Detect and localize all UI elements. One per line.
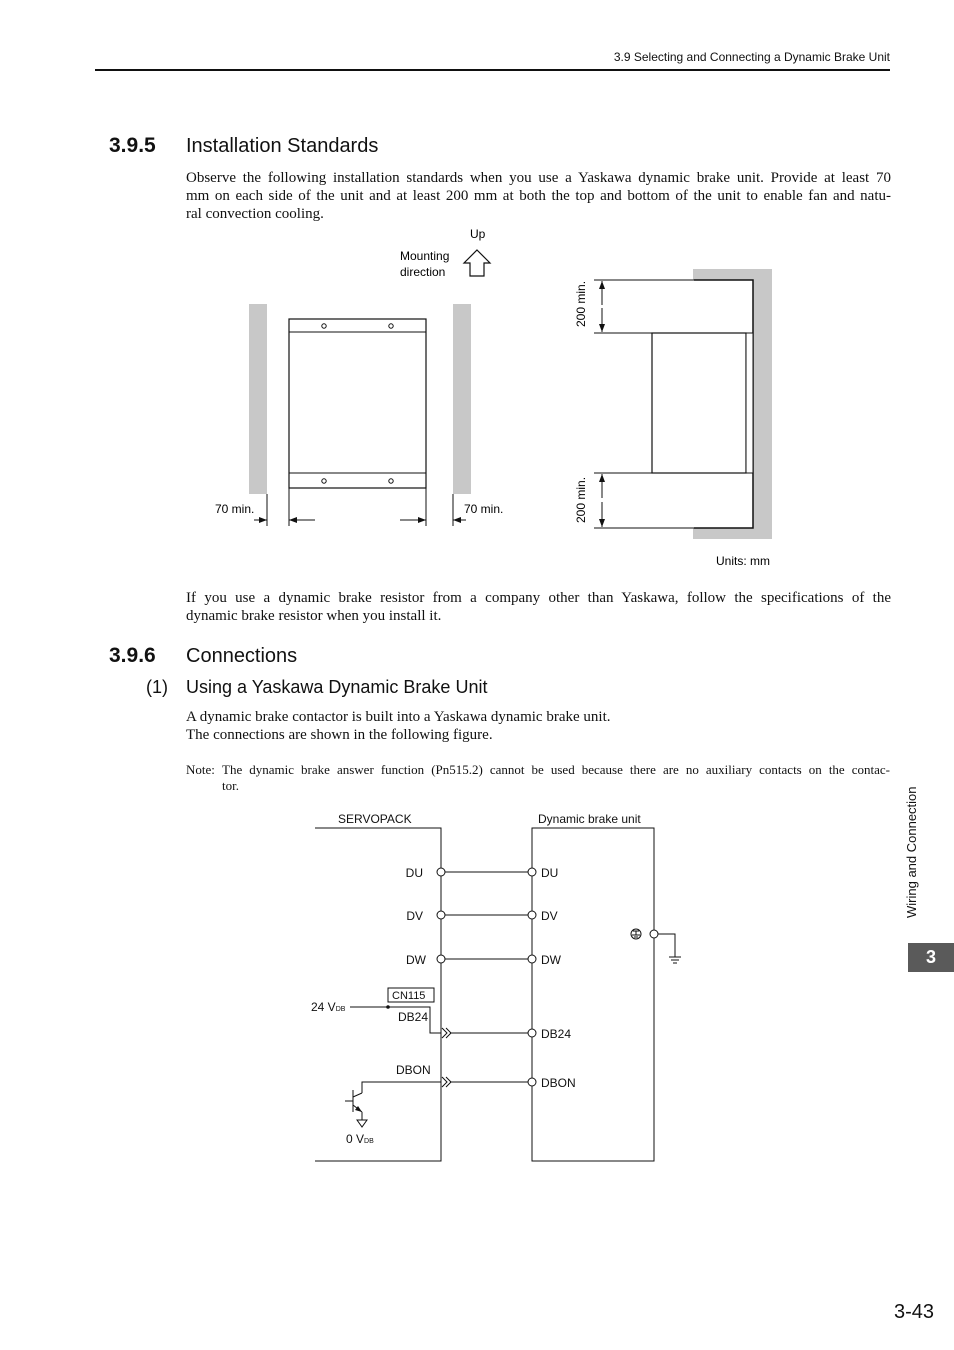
- subsection-number: (1): [146, 677, 168, 697]
- left-terminal-dv: DV: [406, 909, 423, 923]
- mounting-label-1: Mounting: [400, 249, 450, 263]
- paragraph-line: dynamic brake resistor when you install it.: [186, 608, 442, 624]
- right-terminal-dw: DW: [541, 953, 561, 967]
- section-number-395: 3.9.5: [109, 134, 156, 157]
- terminal-icon: [437, 868, 445, 876]
- paragraph-line: mm on each side of the unit and at least 200 mm at both the top and bottom of the unit to enable fan and natu-: [186, 188, 891, 204]
- transistor-collector: [353, 1093, 362, 1097]
- paragraph-line: A dynamic brake contactor is built into a Yaskawa dynamic brake unit.: [186, 709, 611, 725]
- bottom-clearance-label: 200 min.: [574, 476, 588, 523]
- right-clearance-label: 70 min.: [464, 502, 504, 516]
- page-number: 3-43: [894, 1301, 935, 1323]
- connector-pin-icon: [442, 1077, 447, 1087]
- up-label: Up: [470, 227, 486, 241]
- paragraph-line: The connections are shown in the following figure.: [186, 727, 493, 743]
- terminal-icon: [437, 911, 445, 919]
- terminal-icon: [650, 930, 658, 938]
- right-terminal-dbon: DBON: [541, 1076, 576, 1090]
- left-terminal-dw: DW: [406, 953, 426, 967]
- right-terminal-du: DU: [541, 866, 559, 880]
- paragraph-line: ral convection cooling.: [186, 206, 324, 222]
- connector-pin-icon: [442, 1028, 447, 1038]
- dbon-internal-wire: [362, 1082, 441, 1093]
- v0-sub: DB: [364, 1138, 374, 1145]
- v24-main: 24 V: [311, 1000, 336, 1014]
- servopack-label: SERVOPACK: [338, 812, 412, 826]
- ground-wire: [658, 934, 675, 957]
- note-line: tor.: [222, 778, 239, 793]
- right-terminal-db24: DB24: [541, 1027, 572, 1041]
- section-title-395: Installation Standards: [186, 135, 379, 157]
- left-clearance-label: 70 min.: [215, 502, 255, 516]
- units-label: Units: mm: [716, 554, 770, 568]
- terminal-icon: [528, 955, 536, 963]
- section-number-396: 3.9.6: [109, 644, 156, 667]
- chapter-tab-label: Wiring and Connection: [904, 786, 919, 918]
- dbon-pin-label: DBON: [396, 1063, 431, 1077]
- v0-main: 0 V: [346, 1132, 365, 1146]
- chapter-tab: 3: [908, 943, 954, 972]
- terminal-icon: [528, 1078, 536, 1086]
- db24-pin-label: DB24: [398, 1010, 429, 1024]
- note-line: The dynamic brake answer function (Pn515.2) cannot be used because there are no auxiliary contacts on the contac-: [222, 762, 890, 777]
- ground-triangle-icon: [357, 1120, 367, 1127]
- note-label: Note:: [186, 762, 215, 777]
- top-clearance-label: 200 min.: [574, 280, 588, 327]
- paragraph-line: Observe the following installation standards when you use a Yaskawa dynamic brake unit. Provide at least 70: [186, 170, 891, 186]
- junction-dot: [386, 1005, 390, 1009]
- running-header: 3.9 Selecting and Connecting a Dynamic Brake Unit: [613, 50, 890, 64]
- cn115-label: CN115: [392, 990, 426, 1002]
- terminal-icon: [528, 868, 536, 876]
- mounting-label-2: direction: [400, 265, 446, 279]
- v24-sub: DB: [335, 1006, 346, 1013]
- right-terminal-dv: DV: [541, 909, 558, 923]
- left-terminal-du: DU: [405, 866, 423, 880]
- v24-label: [311, 1000, 346, 1014]
- section-title-396: Connections: [186, 645, 298, 667]
- subsection-title: Using a Yaskawa Dynamic Brake Unit: [186, 677, 488, 697]
- v0-label: [346, 1132, 374, 1146]
- terminal-icon: [528, 1029, 536, 1037]
- brake-unit-label: Dynamic brake unit: [538, 812, 641, 826]
- terminal-icon: [528, 911, 536, 919]
- paragraph-line: If you use a dynamic brake resistor from a company other than Yaskawa, follow the specifications of the: [186, 590, 891, 606]
- terminal-icon: [437, 955, 445, 963]
